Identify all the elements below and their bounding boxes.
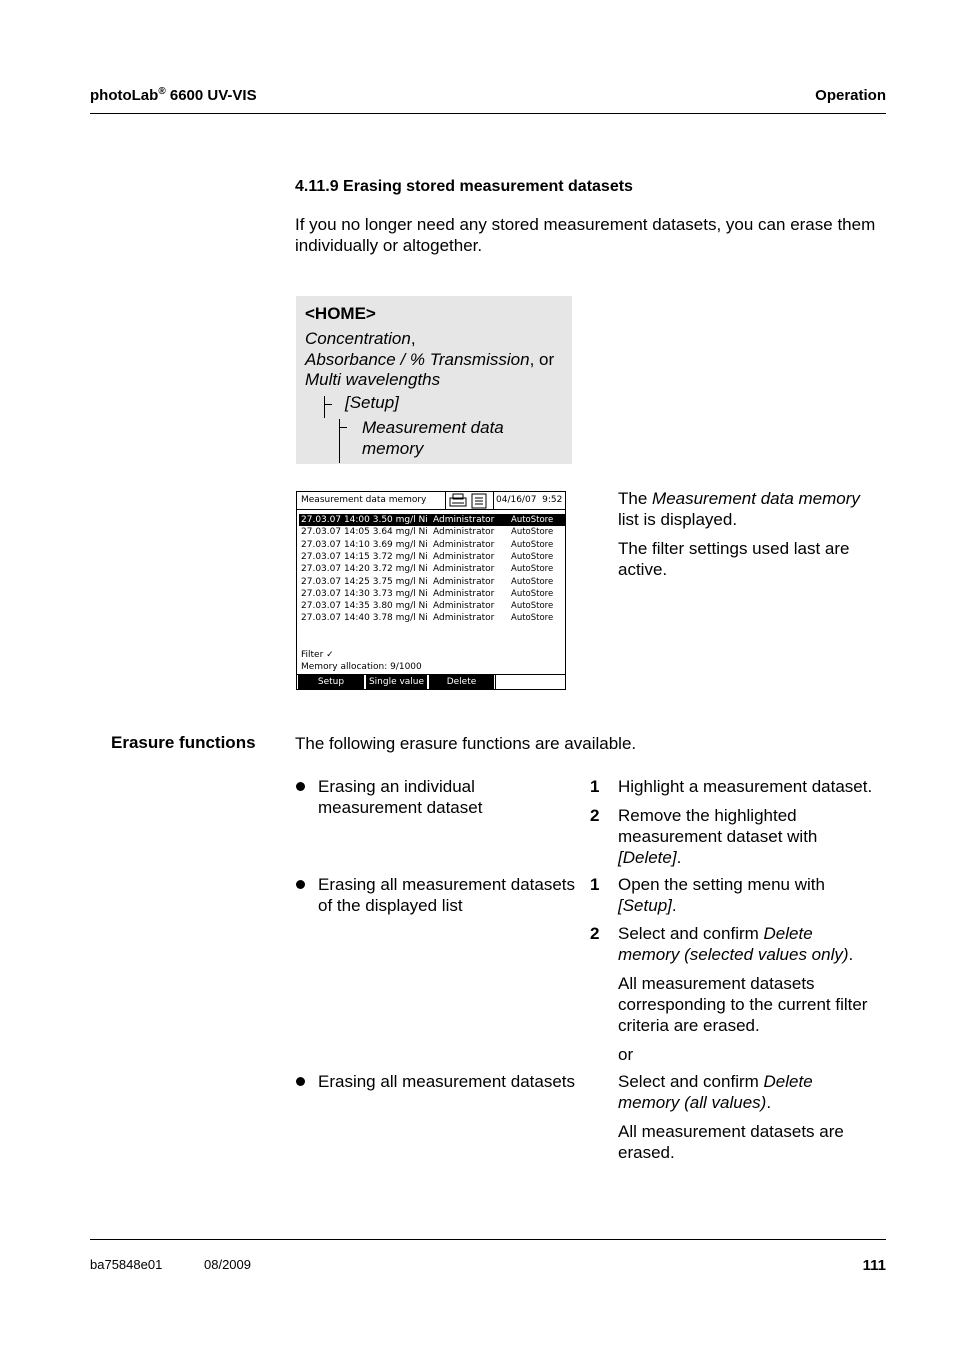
dataset-mode: AutoStore	[511, 588, 554, 599]
printer-and-storage-icon	[447, 493, 491, 509]
menu-memory-line: Measurement data	[362, 418, 504, 437]
menu-memory	[362, 417, 504, 459]
menu-memory-line: memory	[362, 439, 424, 458]
dataset-row[interactable]	[299, 600, 565, 612]
menu-comma: ,	[410, 329, 416, 348]
step-dot: .	[676, 848, 682, 867]
bullet-icon	[296, 1077, 305, 1086]
bullet-icon	[296, 782, 305, 791]
dataset-timestamp: 27.03.07 14:35 3.80 mg/l Ni	[301, 601, 428, 612]
tree-branch-icon	[339, 427, 347, 428]
step-italic: Delete	[763, 1072, 813, 1091]
menu-home: <HOME>	[305, 304, 376, 323]
step-italic: [Delete]	[618, 848, 677, 867]
menu-or: , or	[529, 349, 555, 369]
bullet-icon	[296, 880, 305, 889]
menu-path-box	[296, 296, 572, 464]
step-number: 1	[590, 875, 600, 894]
step-number: 1	[590, 777, 600, 796]
erasure-intro: The following erasure functions are available.	[295, 734, 637, 753]
footer-date: 08/2009	[204, 1257, 251, 1272]
dataset-mode: AutoStore	[511, 551, 554, 562]
intro-line: individually or altogether.	[295, 236, 483, 255]
dataset-mode: AutoStore	[511, 601, 554, 612]
section-intro	[295, 214, 875, 256]
dataset-row[interactable]	[299, 612, 565, 624]
function-keys	[297, 674, 566, 690]
desc-text: The filter settings used last are	[618, 539, 850, 558]
screen-description	[618, 488, 886, 580]
step-number: 2	[590, 806, 600, 825]
dataset-user: Administrator	[433, 527, 495, 538]
bullet-text: Erasing all measurement datasets	[318, 875, 576, 894]
screen-date: 04/16/07	[496, 495, 537, 505]
dataset-user: Administrator	[433, 576, 495, 587]
step-line: Open the setting menu with	[618, 875, 825, 894]
device-screen	[296, 491, 566, 690]
dataset-row[interactable]	[299, 539, 565, 551]
step-dot: .	[671, 896, 677, 915]
dataset-row[interactable]	[299, 563, 565, 575]
menu-setup: [Setup]	[345, 393, 399, 412]
dataset-timestamp: 27.03.07 14:40 3.78 mg/l Ni	[301, 613, 428, 624]
screen-separator	[297, 509, 566, 510]
dataset-timestamp: 27.03.07 14:10 3.69 mg/l Ni	[301, 539, 428, 550]
header-rule	[90, 113, 886, 114]
setup-softkey[interactable]: Setup	[298, 675, 364, 690]
result-line: All measurement datasets are	[618, 1122, 844, 1141]
menu-multi: Multi wavelengths	[305, 370, 441, 389]
dataset-user: Administrator	[433, 515, 495, 525]
tree-branch-icon	[324, 404, 332, 405]
step-dot: .	[848, 945, 854, 964]
step-line: Remove the highlighted	[618, 806, 797, 825]
step-text: Highlight a measurement dataset.	[618, 777, 873, 796]
erasure-label: Erasure functions	[111, 733, 256, 752]
header-section: Operation	[815, 87, 886, 104]
result-line: erased.	[618, 1143, 675, 1162]
empty-softkey[interactable]	[497, 675, 565, 690]
dataset-user: Administrator	[433, 588, 495, 599]
dataset-user: Administrator	[433, 551, 495, 562]
delete-softkey[interactable]: Delete	[429, 675, 494, 690]
dataset-user: Administrator	[433, 613, 495, 624]
bullet-text: Erasing an individual	[318, 777, 475, 796]
dataset-row[interactable]	[299, 514, 565, 526]
dataset-mode: AutoStore	[511, 576, 554, 587]
step-text	[618, 923, 853, 965]
dataset-user: Administrator	[433, 564, 495, 575]
bullet-all: Erasing all measurement datasets	[318, 1072, 576, 1091]
single-value-softkey[interactable]: Single value	[366, 675, 427, 690]
intro-line: If you no longer need any stored measurement datasets, you can erase them	[295, 215, 876, 234]
desc-text: list is displayed.	[618, 510, 738, 529]
bullet-individual	[318, 776, 482, 818]
softkey-divider	[495, 675, 496, 690]
dataset-mode: AutoStore	[511, 527, 554, 538]
dataset-user: Administrator	[433, 601, 495, 612]
step-dot: .	[766, 1093, 772, 1112]
dataset-timestamp: 27.03.07 14:00 3.50 mg/l Ni	[301, 515, 428, 525]
desc-text: active.	[618, 560, 668, 579]
dataset-row[interactable]	[299, 576, 565, 588]
result-line: corresponding to the current filter	[618, 995, 868, 1014]
dataset-timestamp: 27.03.07 14:25 3.75 mg/l Ni	[301, 576, 428, 587]
step-text	[618, 874, 825, 916]
tree-line-icon	[339, 419, 340, 463]
dataset-user: Administrator	[433, 539, 495, 550]
dataset-mode: AutoStore	[511, 564, 554, 575]
screen-time: 9:52	[542, 495, 563, 505]
result-line: criteria are erased.	[618, 1016, 760, 1035]
dataset-mode: AutoStore	[511, 539, 554, 550]
step-italic: [Setup]	[618, 896, 672, 915]
screen-divider	[445, 492, 446, 509]
dataset-mode: AutoStore	[511, 613, 554, 624]
dataset-timestamp: 27.03.07 14:30 3.73 mg/l Ni	[301, 588, 428, 599]
step-number: 2	[590, 924, 600, 943]
dataset-timestamp: 27.03.07 14:05 3.64 mg/l Ni	[301, 527, 428, 538]
screen-datetime	[496, 495, 562, 505]
bullet-displayed-list	[318, 874, 575, 916]
result-text	[618, 973, 867, 1036]
dataset-timestamp: 27.03.07 14:20 3.72 mg/l Ni	[301, 564, 428, 575]
menu-absorbance: Absorbance / % Transmission	[305, 349, 530, 369]
bullet-text: measurement dataset	[318, 798, 483, 817]
step-line: Select and confirm	[618, 924, 764, 943]
dataset-timestamp: 27.03.07 14:15 3.72 mg/l Ni	[301, 551, 428, 562]
step-italic: Delete	[763, 924, 813, 943]
product-model: 6600 UV-VIS	[165, 87, 257, 104]
memory-allocation: Memory allocation: 9/1000	[301, 662, 422, 672]
footer-rule	[90, 1239, 886, 1240]
step-italic: memory (selected values only)	[618, 945, 849, 964]
menu-modes	[305, 329, 570, 391]
step-text	[618, 1071, 813, 1113]
final-result-text	[618, 1121, 844, 1163]
menu-concentration: Concentration	[305, 329, 411, 348]
dataset-mode: AutoStore	[511, 515, 554, 525]
page-number: 111	[862, 1257, 886, 1274]
step-line: Select and confirm	[618, 1072, 764, 1091]
dataset-row[interactable]	[299, 588, 565, 600]
desc-text: The	[618, 489, 653, 508]
header-product	[90, 86, 257, 104]
step-text	[618, 805, 817, 868]
tree-line-icon	[324, 396, 325, 418]
screen-divider	[493, 492, 494, 509]
or-text: or	[618, 1045, 634, 1064]
step-line: measurement dataset with	[618, 827, 818, 846]
filter-status: Filter ✓	[301, 650, 334, 660]
desc-italic: Measurement data memory	[652, 489, 860, 508]
screen-title: Measurement data memory	[301, 495, 427, 505]
bullet-text: of the displayed list	[318, 896, 463, 915]
section-title: 4.11.9 Erasing stored measurement datasets	[295, 178, 633, 195]
dataset-row[interactable]	[299, 526, 565, 538]
result-line: All measurement datasets	[618, 974, 815, 993]
dataset-row[interactable]	[299, 551, 565, 563]
product-name: photoLab	[90, 87, 159, 104]
footer-doc-id: ba75848e01	[90, 1257, 163, 1272]
step-italic: memory (all values)	[618, 1093, 767, 1112]
registered-mark: ®	[158, 86, 166, 97]
